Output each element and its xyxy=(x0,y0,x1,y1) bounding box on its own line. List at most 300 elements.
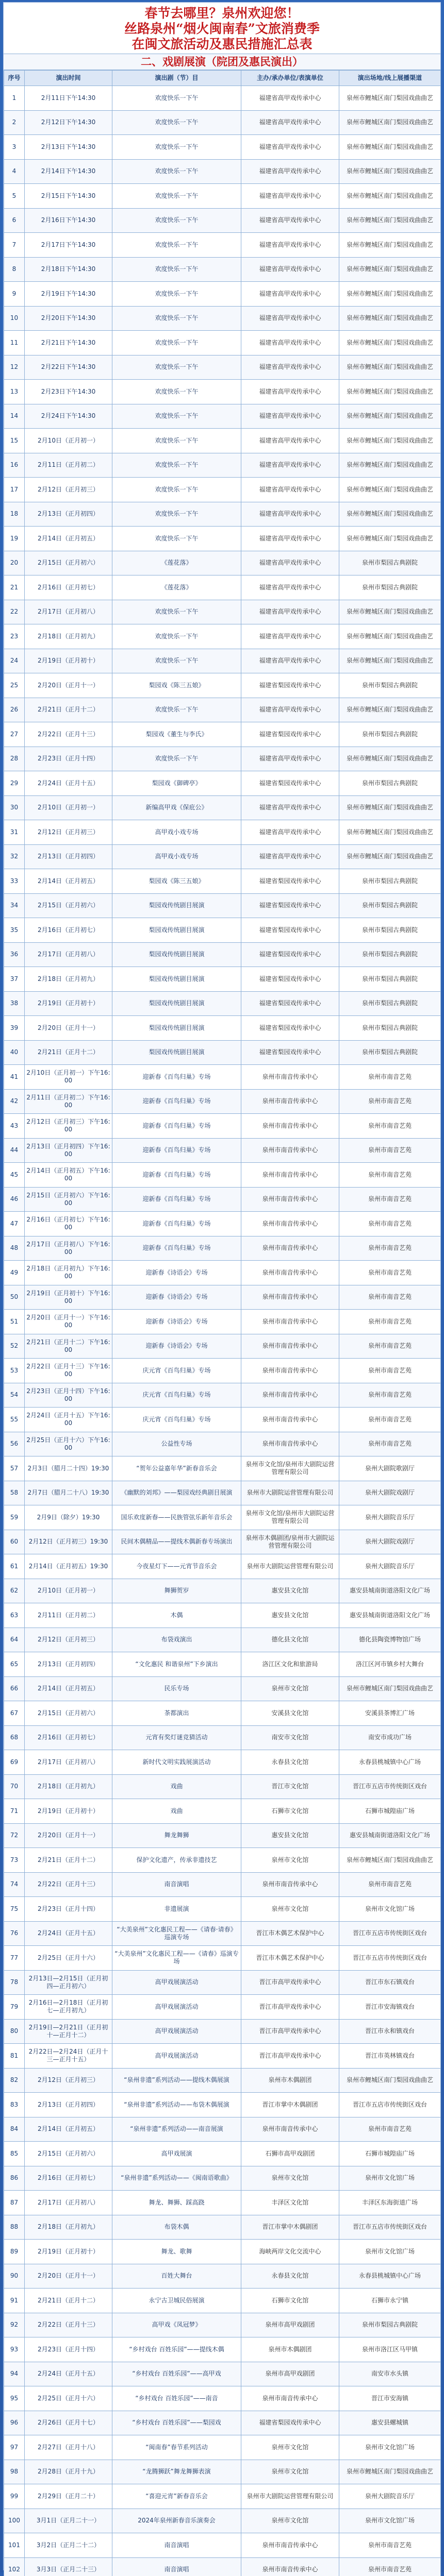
cell-organizer: 福建省高甲戏传承中心 xyxy=(241,331,339,355)
cell-no: 92 xyxy=(4,2313,25,2337)
cell-time: 2月15日（正月初六）下午16:00 xyxy=(25,1187,112,1212)
cell-no: 28 xyxy=(4,747,25,771)
cell-venue: 泉州市鲤城区南门梨园戏曲曲艺 xyxy=(339,135,441,160)
table-row xyxy=(4,1261,441,1285)
cell-venue: 泉州市南音艺苑 xyxy=(339,1089,441,1114)
cell-organizer: 泉州市南音传承中心 xyxy=(241,1310,339,1334)
cell-organizer: 福建省高甲戏传承中心 xyxy=(241,649,339,673)
table-row xyxy=(4,820,441,845)
cell-time: 2月17日（正月初八） xyxy=(25,600,112,624)
cell-venue: 泉州市南音艺苑 xyxy=(339,1432,441,1456)
cell-no: 11 xyxy=(4,331,25,355)
cell-venue: 泉州市梨园古典剧院 xyxy=(339,918,441,943)
table-row xyxy=(4,2386,441,2411)
cell-organizer: 晋江市木偶艺术保护中心 xyxy=(241,1946,339,1971)
cell-no: 35 xyxy=(4,918,25,943)
cell-organizer: 福建省高甲戏传承中心 xyxy=(241,844,339,869)
cell-organizer: 福建省梨园戏传承中心 xyxy=(241,942,339,967)
table-header-row xyxy=(4,71,441,86)
cell-no: 17 xyxy=(4,478,25,502)
cell-organizer: 泉州市木偶剧团 xyxy=(241,2068,339,2093)
cell-time: 2月21日下午14:30 xyxy=(25,331,112,355)
cell-no: 36 xyxy=(4,942,25,967)
cell-no: 52 xyxy=(4,1334,25,1359)
cell-program: 南音演唱 xyxy=(112,2533,241,2558)
cell-time: 2月22日（正月十三）下午16:00 xyxy=(25,1359,112,1383)
cell-program: 舞龙、舞狮、踩高跷 xyxy=(112,2191,241,2215)
cell-time: 2月14日（正月初五）下午16:00 xyxy=(25,1163,112,1188)
table-row xyxy=(4,1408,441,1432)
cell-no: 77 xyxy=(4,1946,25,1971)
cell-no: 73 xyxy=(4,1848,25,1873)
cell-no: 101 xyxy=(4,2533,25,2558)
cell-time: 2月16日（正月初七） xyxy=(25,1725,112,1750)
cell-time: 2月12日（正月初三） xyxy=(25,2068,112,2093)
table-row xyxy=(4,600,441,624)
cell-time: 2月27日（正月十八） xyxy=(25,2435,112,2460)
table-row xyxy=(4,1163,441,1188)
cell-organizer: 泉州市南音传承中心 xyxy=(241,1383,339,1408)
table-row xyxy=(4,208,441,233)
cell-time: 2月10日（正月初一） xyxy=(25,795,112,820)
cell-program: 民间木偶精品——提线木偶新春专场演出 xyxy=(112,1530,241,1554)
title-line-2: 丝路泉州“烟火闽南春”文旅消费季 xyxy=(4,21,440,37)
cell-program: 欢度快乐一下午 xyxy=(112,478,241,502)
table-row xyxy=(4,1040,441,1065)
cell-organizer: 福建省高甲戏传承中心 xyxy=(241,110,339,135)
cell-organizer: 洛江区文化和旅游局 xyxy=(241,1652,339,1677)
table-row xyxy=(4,478,441,502)
table-row xyxy=(4,2557,441,2576)
cell-venue: 泉州市南音艺苑 xyxy=(339,1383,441,1408)
cell-venue: 泉州市鲤城区南门梨园戏曲曲艺 xyxy=(339,380,441,404)
cell-program: 高甲戏展演 xyxy=(112,2142,241,2166)
cell-time: 2月18日（正月初九） xyxy=(25,1774,112,1799)
table-row xyxy=(4,1725,441,1750)
table-row xyxy=(4,355,441,380)
cell-venue: 泉州市鲤城区南门梨园戏曲曲艺 xyxy=(339,600,441,624)
cell-time: 2月15日（正月初六） xyxy=(25,893,112,918)
cell-program: “大美泉州”文化惠民工程——《请春》巡演专场 xyxy=(112,1946,241,1971)
cell-time: 2月14日（正月初五）19:30 xyxy=(25,1554,112,1579)
table-row xyxy=(4,1652,441,1677)
table-row xyxy=(4,1212,441,1236)
cell-organizer: 安溪县文化馆 xyxy=(241,1701,339,1726)
cell-no: 49 xyxy=(4,1261,25,1285)
cell-venue: 泉州市梨园古典剧院 xyxy=(339,2313,441,2337)
table-row xyxy=(4,1579,441,1603)
cell-no: 59 xyxy=(4,1505,25,1530)
cell-time: 2月21日（正月十二） xyxy=(25,1040,112,1065)
cell-organizer: 福建省高甲戏传承中心 xyxy=(241,453,339,478)
cell-program: 百姓大舞台 xyxy=(112,2264,241,2289)
header-no: 序号 xyxy=(4,71,25,86)
cell-no: 78 xyxy=(4,1970,25,1995)
cell-organizer: 泉州市南音传承中心 xyxy=(241,2533,339,2558)
cell-program: 梨园戏传统剧目展演 xyxy=(112,893,241,918)
cell-program: 木偶 xyxy=(112,1603,241,1628)
cell-time: 2月12日（正月初三）19:30 xyxy=(25,1530,112,1554)
cell-venue: 泉州市南音艺苑 xyxy=(339,1236,441,1261)
cell-program: 欢度快乐一下午 xyxy=(112,306,241,331)
table-row xyxy=(4,624,441,649)
cell-organizer: 福建省高甲戏传承中心 xyxy=(241,159,339,184)
table-row xyxy=(4,2509,441,2533)
cell-time: 2月14日下午14:30 xyxy=(25,159,112,184)
cell-program: “泉州非遗”系列活动——南音展演 xyxy=(112,2117,241,2142)
table-row xyxy=(4,1897,441,1922)
table-row xyxy=(4,257,441,282)
cell-time: 2月16日下午14:30 xyxy=(25,208,112,233)
cell-time: 2月23日下午14:30 xyxy=(25,380,112,404)
cell-program: 梨园戏《陈三五娘》 xyxy=(112,869,241,894)
cell-organizer: 福建省高甲戏传承中心 xyxy=(241,551,339,575)
cell-organizer: 泉州市南音传承中心 xyxy=(241,2386,339,2411)
cell-organizer: 泉州市南音传承中心 xyxy=(241,2117,339,2142)
cell-program: 庆元宵《百鸟归巢》专场 xyxy=(112,1359,241,1383)
cell-no: 79 xyxy=(4,1995,25,2020)
cell-venue: 泉州市梨园古典剧院 xyxy=(339,673,441,698)
cell-program: 欢度快乐一下午 xyxy=(112,331,241,355)
cell-time: 2月12日（正月初三） xyxy=(25,478,112,502)
cell-organizer: 福建省梨园戏传承中心 xyxy=(241,2411,339,2435)
cell-venue: 泉州市文化馆广场 xyxy=(339,1897,441,1922)
cell-venue: 泉州市洛江区马甲镇 xyxy=(339,2337,441,2362)
cell-program: 欢度快乐一下午 xyxy=(112,159,241,184)
cell-venue: 南安市成功广场 xyxy=(339,1725,441,1750)
cell-organizer: 泉州市高甲戏剧团 xyxy=(241,2362,339,2386)
cell-venue: 泉州市梨园古典剧院 xyxy=(339,893,441,918)
cell-no: 56 xyxy=(4,1432,25,1456)
cell-no: 3 xyxy=(4,135,25,160)
cell-no: 13 xyxy=(4,380,25,404)
cell-program: 庆元宵《百鸟归巢》专场 xyxy=(112,1408,241,1432)
cell-organizer: 福建省高甲戏传承中心 xyxy=(241,135,339,160)
cell-organizer: 福建省高甲戏传承中心 xyxy=(241,575,339,600)
table-row xyxy=(4,649,441,673)
cell-no: 69 xyxy=(4,1750,25,1775)
cell-time: 2月11日（正月初二） xyxy=(25,1603,112,1628)
cell-program: 欢度快乐一下午 xyxy=(112,233,241,258)
cell-time: 2月13日（正月初四） xyxy=(25,1652,112,1677)
cell-venue: 泉州市梨园古典剧院 xyxy=(339,967,441,992)
cell-organizer: 泉州市文化馆 xyxy=(241,2435,339,2460)
cell-program: 欢度快乐一下午 xyxy=(112,257,241,282)
cell-time: 2月13日（正月初四） xyxy=(25,844,112,869)
cell-organizer: 泉州市文化馆 xyxy=(241,1848,339,1873)
cell-time: 2月25日（正月十六） xyxy=(25,2386,112,2411)
cell-organizer: 泉州市南音传承中心 xyxy=(241,1359,339,1383)
cell-no: 10 xyxy=(4,306,25,331)
cell-time: 2月7日（腊月二十八）19:30 xyxy=(25,1481,112,1505)
cell-time: 2月19日（正月初十）下午16:00 xyxy=(25,1285,112,1310)
cell-program: 欢度快乐一下午 xyxy=(112,527,241,551)
cell-time: 2月19日（正月初十） xyxy=(25,1799,112,1824)
cell-organizer: 泉州市文化馆 xyxy=(241,1676,339,1701)
cell-time: 2月20日下午14:30 xyxy=(25,306,112,331)
cell-program: 《幽默的刘邦》——梨园戏经典剧目展演 xyxy=(112,1481,241,1505)
cell-no: 41 xyxy=(4,1065,25,1090)
cell-program: 迎新春《百鸟归巢》专场 xyxy=(112,1187,241,1212)
table-row xyxy=(4,673,441,698)
table-row xyxy=(4,844,441,869)
cell-no: 38 xyxy=(4,991,25,1016)
cell-program: 欢度快乐一下午 xyxy=(112,649,241,673)
cell-organizer: 晋江市掌中木偶剧团 xyxy=(241,2093,339,2117)
cell-program: 舞龙舞狮 xyxy=(112,1823,241,1848)
table-row xyxy=(4,2240,441,2264)
cell-venue: 泉州市鲤城区南门梨园戏曲曲艺 xyxy=(339,257,441,282)
cell-organizer: 福建省梨园戏传承中心 xyxy=(241,918,339,943)
table-row xyxy=(4,331,441,355)
table-row xyxy=(4,2411,441,2435)
cell-time: 2月11日下午14:30 xyxy=(25,86,112,111)
header-time: 演出时间 xyxy=(25,71,112,86)
cell-no: 9 xyxy=(4,282,25,307)
cell-program: 迎新春《诗语会》专场 xyxy=(112,1334,241,1359)
cell-no: 76 xyxy=(4,1921,25,1946)
cell-venue: 泉州市南音艺苑 xyxy=(339,1114,441,1139)
cell-time: 2月24日（正月十五） xyxy=(25,771,112,796)
cell-program: 迎新春《百鸟归巢》专场 xyxy=(112,1138,241,1163)
cell-program: 茶都演出 xyxy=(112,1701,241,1726)
cell-no: 53 xyxy=(4,1359,25,1383)
table-row xyxy=(4,1334,441,1359)
cell-program: 戏曲 xyxy=(112,1799,241,1824)
table-row xyxy=(4,1946,441,1971)
cell-venue: 泉州市梨园古典剧院 xyxy=(339,551,441,575)
cell-program: “泉州非遗”系列活动——布袋木偶展演 xyxy=(112,2093,241,2117)
table-row xyxy=(4,1823,441,1848)
cell-organizer: 泉州市木偶剧团 xyxy=(241,2337,339,2362)
cell-no: 62 xyxy=(4,1579,25,1603)
cell-venue: 晋江市英林镇戏台 xyxy=(339,2044,441,2069)
cell-time: 2月20日（正月十一）下午16:00 xyxy=(25,1310,112,1334)
cell-no: 44 xyxy=(4,1138,25,1163)
cell-no: 85 xyxy=(4,2142,25,2166)
cell-organizer: 福建省高甲戏传承中心 xyxy=(241,380,339,404)
cell-no: 18 xyxy=(4,502,25,527)
cell-program: 迎新春《诗语会》专场 xyxy=(112,1310,241,1334)
table-row xyxy=(4,1995,441,2020)
cell-no: 16 xyxy=(4,453,25,478)
cell-program: “文化惠民 和谐泉州”下乡演出 xyxy=(112,1652,241,1677)
cell-no: 82 xyxy=(4,2068,25,2093)
cell-organizer: 惠安县文化馆 xyxy=(241,1603,339,1628)
cell-time: 2月21日（正月十二）下午16:00 xyxy=(25,1334,112,1359)
cell-program: “大美泉州”文化惠民工程——《请春·请春》巡演专场 xyxy=(112,1921,241,1946)
cell-program: 欢度快乐一下午 xyxy=(112,502,241,527)
cell-venue: 南安市水头镇 xyxy=(339,2362,441,2386)
cell-organizer: 晋江市高甲戏传承中心 xyxy=(241,1970,339,1995)
cell-no: 68 xyxy=(4,1725,25,1750)
cell-program: 公益性专场 xyxy=(112,1432,241,1456)
cell-organizer: 泉州市南音传承中心 xyxy=(241,1065,339,1090)
cell-time: 3月3日（正月二十三） xyxy=(25,2557,112,2576)
cell-organizer: 泉州市南音传承中心 xyxy=(241,1872,339,1897)
section-title: 二、戏剧展演（院团及惠民演出） xyxy=(4,54,440,70)
cell-time: 2月25日（正月十六）下午16:00 xyxy=(25,1432,112,1456)
cell-no: 81 xyxy=(4,2044,25,2069)
table-row xyxy=(4,893,441,918)
cell-program: 欢度快乐一下午 xyxy=(112,698,241,722)
cell-time: 2月12日下午14:30 xyxy=(25,110,112,135)
cell-program: 民乐专场 xyxy=(112,1676,241,1701)
cell-organizer: 福建省高甲戏传承中心 xyxy=(241,233,339,258)
table-row xyxy=(4,2264,441,2289)
table-row xyxy=(4,1628,441,1652)
cell-program: 舞狮贺岁 xyxy=(112,1579,241,1603)
cell-venue: 泉州市南音艺苑 xyxy=(339,1285,441,1310)
cell-organizer: 福建省梨园戏传承中心 xyxy=(241,673,339,698)
cell-organizer: 福建省梨园戏传承中心 xyxy=(241,991,339,1016)
cell-no: 37 xyxy=(4,967,25,992)
cell-organizer: 福建省高甲戏传承中心 xyxy=(241,404,339,429)
cell-time: 2月10日（正月初一）下午16:00 xyxy=(25,1065,112,1090)
cell-no: 14 xyxy=(4,404,25,429)
cell-time: 2月20日（正月十一） xyxy=(25,673,112,698)
cell-time: 2月26日（正月十七） xyxy=(25,2411,112,2435)
cell-no: 12 xyxy=(4,355,25,380)
cell-venue: 泉州市南音艺苑 xyxy=(339,2533,441,2558)
cell-program: 《莲花落》 xyxy=(112,551,241,575)
table-row xyxy=(4,2337,441,2362)
table-row xyxy=(4,1114,441,1139)
table-row xyxy=(4,1921,441,1946)
cell-time: 2月24日下午14:30 xyxy=(25,404,112,429)
cell-program: 高甲戏展演活动 xyxy=(112,1970,241,1995)
cell-organizer: 惠安县文化馆 xyxy=(241,1579,339,1603)
cell-time: 2月23日（正月十四） xyxy=(25,747,112,771)
cell-time: 2月16日（正月初七）下午16:00 xyxy=(25,1212,112,1236)
cell-time: 2月21日（正月十二） xyxy=(25,2289,112,2313)
cell-organizer: 泉州市南音传承中心 xyxy=(241,2557,339,2576)
cell-time: 2月15日（正月初六） xyxy=(25,551,112,575)
cell-program: 梨园戏传统剧目展演 xyxy=(112,967,241,992)
table-row xyxy=(4,1065,441,1090)
table-row xyxy=(4,575,441,600)
cell-program: 欢度快乐一下午 xyxy=(112,747,241,771)
cell-program: “喜迎元宵”新春音乐会 xyxy=(112,2484,241,2509)
cell-organizer: 晋江市文化馆 xyxy=(241,1774,339,1799)
cell-organizer: 德化县文化馆 xyxy=(241,1628,339,1652)
cell-time: 2月20日（正月十一） xyxy=(25,1823,112,1848)
cell-organizer: 泉州市南音传承中心 xyxy=(241,1163,339,1188)
cell-time: 2月24日（正月十五）下午16:00 xyxy=(25,1408,112,1432)
cell-organizer: 福建省高甲戏传承中心 xyxy=(241,86,339,111)
cell-time: 2月14日（正月初五） xyxy=(25,869,112,894)
header-program: 演出剧（节）目 xyxy=(112,71,241,86)
cell-venue: 泉州市鲤城区南门梨园戏曲曲艺 xyxy=(339,208,441,233)
cell-time: 2月15日下午14:30 xyxy=(25,184,112,209)
cell-venue: 泉州市南音艺苑 xyxy=(339,1065,441,1090)
cell-program: 新时代文明实践展演活动 xyxy=(112,1750,241,1775)
cell-program: 元宵有奖灯谜竞猜活动 xyxy=(112,1725,241,1750)
table-row xyxy=(4,1774,441,1799)
cell-time: 2月16日（正月初七） xyxy=(25,575,112,600)
cell-organizer: 泉州市南音传承中心 xyxy=(241,1187,339,1212)
cell-program: 欢度快乐一下午 xyxy=(112,453,241,478)
table-row xyxy=(4,942,441,967)
cell-organizer: 石狮市文化馆 xyxy=(241,2289,339,2313)
cell-time: 2月18日（正月初九） xyxy=(25,624,112,649)
cell-program: 高甲戏小戏专场 xyxy=(112,844,241,869)
document-title xyxy=(4,3,440,54)
cell-program: 欢度快乐一下午 xyxy=(112,624,241,649)
cell-organizer: 福建省高甲戏传承中心 xyxy=(241,624,339,649)
header-venue: 演出场地/线上展播渠道 xyxy=(339,71,441,86)
cell-venue: 泉州市鲤城区南门梨园戏曲曲艺 xyxy=(339,110,441,135)
cell-no: 63 xyxy=(4,1603,25,1628)
cell-venue: 晋江市安海镇戏台 xyxy=(339,1995,441,2020)
cell-time: 2月18日（正月初九） xyxy=(25,2215,112,2240)
cell-time: 2月20日（正月十一） xyxy=(25,1016,112,1041)
cell-program: “龙腾狮跃”舞龙舞狮表演 xyxy=(112,2460,241,2484)
cell-no: 2 xyxy=(4,110,25,135)
table-row xyxy=(4,184,441,209)
cell-no: 100 xyxy=(4,2509,25,2533)
table-row xyxy=(4,1970,441,1995)
cell-no: 91 xyxy=(4,2289,25,2313)
cell-organizer: 泉州市文化馆/泉州市大剧院运营管理有限公司 xyxy=(241,1456,339,1481)
cell-venue: 泉州市鲤城区南门梨园戏曲曲艺 xyxy=(339,747,441,771)
cell-organizer: 福建省高甲戏传承中心 xyxy=(241,355,339,380)
cell-program: 欢度快乐一下午 xyxy=(112,429,241,453)
cell-organizer: 福建省高甲戏传承中心 xyxy=(241,208,339,233)
cell-venue: 泉州市文化馆广场 xyxy=(339,2240,441,2264)
cell-organizer: 永春县文化馆 xyxy=(241,2264,339,2289)
cell-time: 2月22日—2月24日（正月十三—正月十五） xyxy=(25,2044,112,2069)
cell-venue: 泉州市鲤城区南门梨园戏曲曲艺 xyxy=(339,233,441,258)
cell-time: 2月22日（正月十三） xyxy=(25,722,112,747)
table-row xyxy=(4,747,441,771)
cell-time: 2月23日（正月十四） xyxy=(25,1897,112,1922)
cell-no: 50 xyxy=(4,1285,25,1310)
cell-no: 15 xyxy=(4,429,25,453)
cell-organizer: 福建省高甲戏传承中心 xyxy=(241,795,339,820)
cell-no: 67 xyxy=(4,1701,25,1726)
cell-no: 6 xyxy=(4,208,25,233)
table-row xyxy=(4,1799,441,1824)
table-row xyxy=(4,1187,441,1212)
cell-organizer: 泉州市南音传承中心 xyxy=(241,1114,339,1139)
cell-program: 欢度快乐一下午 xyxy=(112,135,241,160)
cell-no: 65 xyxy=(4,1652,25,1677)
cell-no: 94 xyxy=(4,2362,25,2386)
cell-program: 欢度快乐一下午 xyxy=(112,110,241,135)
cell-program: 梨园戏《御碑亭》 xyxy=(112,771,241,796)
table-row xyxy=(4,2362,441,2386)
cell-organizer: 泉州市南音传承中心 xyxy=(241,1261,339,1285)
cell-venue: 泉州市梨园古典剧院 xyxy=(339,991,441,1016)
cell-venue: 泉州市南音艺苑 xyxy=(339,1310,441,1334)
cell-venue: 石狮市城隍庙广场 xyxy=(339,1799,441,1824)
cell-program: 迎新春《诗语会》专场 xyxy=(112,1261,241,1285)
cell-organizer: 福建省梨园戏传承中心 xyxy=(241,1040,339,1065)
cell-venue: 泉州市鲤城区南门梨园戏曲曲艺 xyxy=(339,698,441,722)
cell-program: 舞龙、歌舞 xyxy=(112,2240,241,2264)
cell-no: 57 xyxy=(4,1456,25,1481)
cell-no: 55 xyxy=(4,1408,25,1432)
cell-no: 97 xyxy=(4,2435,25,2460)
table-row xyxy=(4,159,441,184)
cell-program: 庆元宵《百鸟归巢》专场 xyxy=(112,1383,241,1408)
cell-organizer: 泉州市南音传承中心 xyxy=(241,1334,339,1359)
cell-no: 71 xyxy=(4,1799,25,1824)
cell-no: 48 xyxy=(4,1236,25,1261)
cell-time: 2月19日（正月初十） xyxy=(25,649,112,673)
cell-venue: 泉州市鲤城区南门梨园戏曲曲艺 xyxy=(339,1848,441,1873)
